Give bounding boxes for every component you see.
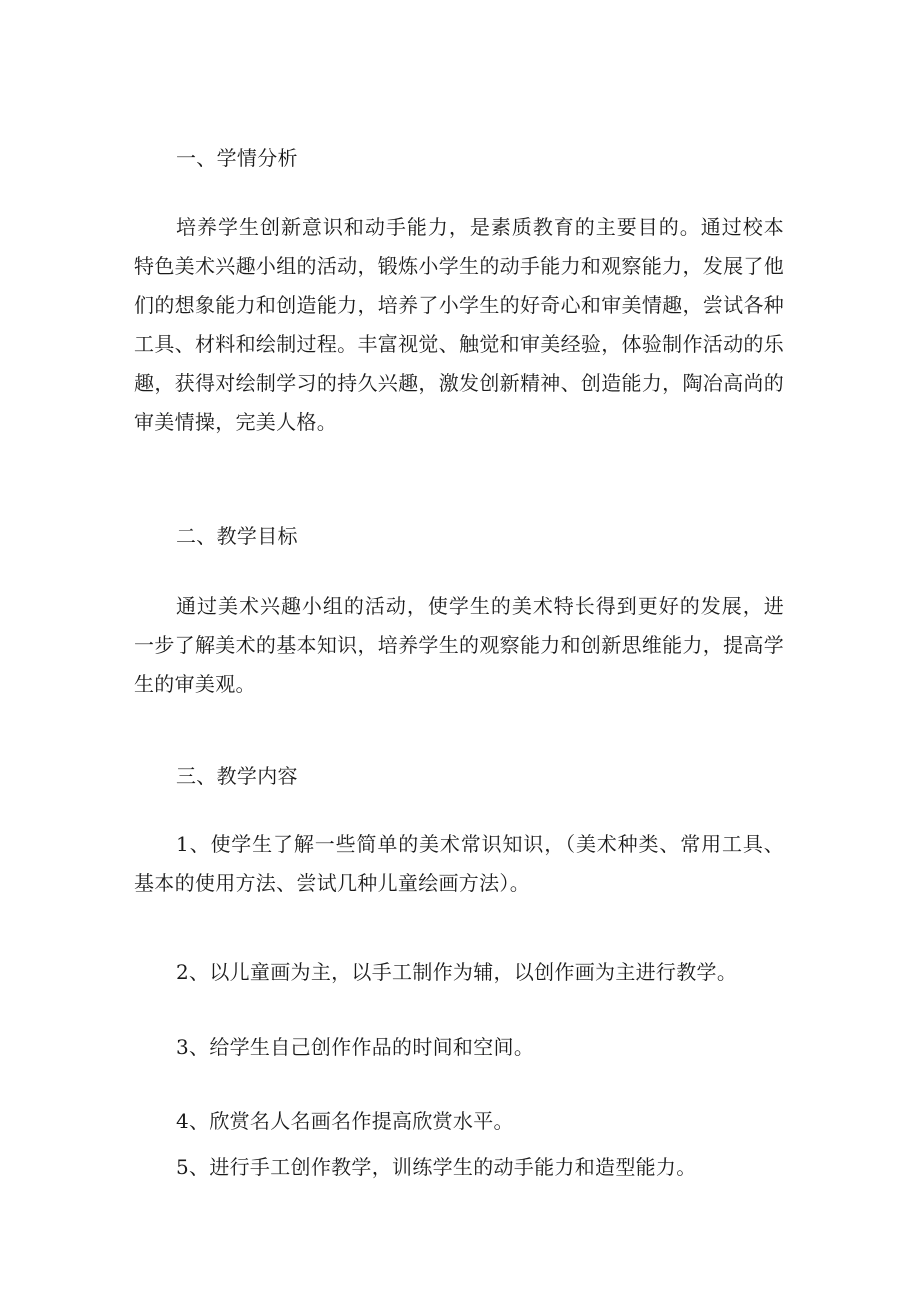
content-item-5: 5、进行手工创作教学，训练学生的动手能力和造型能力。 [176, 1155, 697, 1179]
content-item-1: 1、使学生了解一些简单的美术常识知识，（美术种类、常用工具、基本的使用方法、尝试几种儿童绘画方法）。 [134, 832, 784, 895]
content-item-3: 3、给学生自己创作作品的时间和空间。 [176, 1035, 535, 1059]
section-heading-goals: 二、教学目标 [176, 524, 298, 548]
content-item-4: 4、欣赏名人名画名作提高欣赏水平。 [176, 1109, 514, 1133]
section-heading-analysis: 一、学情分析 [176, 146, 298, 170]
section-heading-content: 三、教学内容 [176, 764, 298, 788]
content-item-2: 2、以儿童画为主，以手工制作为辅，以创作画为主进行教学。 [176, 960, 738, 984]
paragraph-goals: 通过美术兴趣小组的活动，使学生的美术特长得到更好的发展，进一步了解美术的基本知识，培养学生的观察能力和创新思维能力，提高学生的审美观。 [134, 594, 784, 696]
paragraph-analysis: 培养学生创新意识和动手能力，是素质教育的主要目的。通过校本特色美术兴趣小组的活动，锻炼小学生的动手能力和观察能力，发展了他们的想象能力和创造能力，培养了小学生的好奇心和审美情趣，尝试各种工具、材料和绘制过程。丰富视觉、触觉和审美经验，体验制作活动的乐趣，获得对绘制学习的持久兴趣，激发创新精神、创造能力，陶冶高尚的审美情操，完美人格。 [134, 215, 784, 434]
